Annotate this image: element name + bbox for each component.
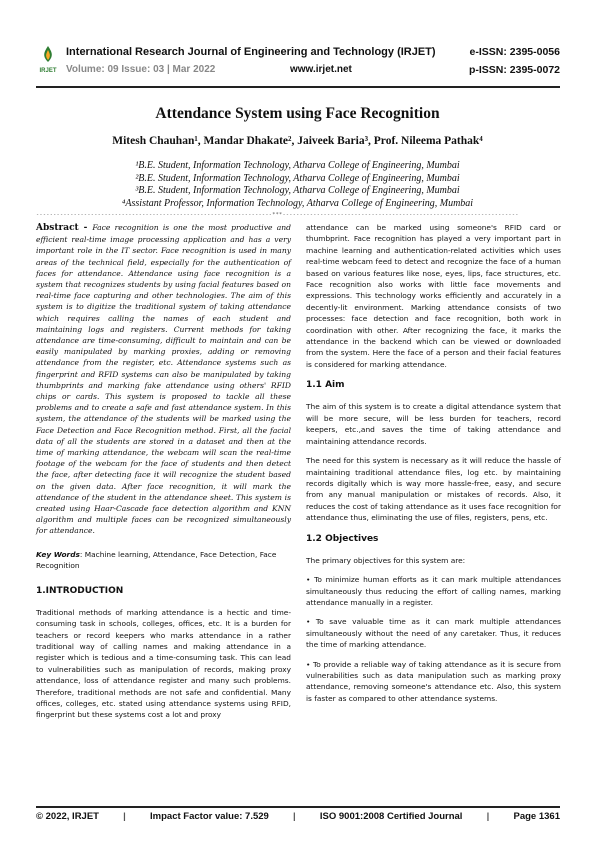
abstract xyxy=(36,222,291,537)
footer-rule xyxy=(36,806,560,808)
keywords xyxy=(36,549,291,572)
objective-bullet-2: • To save valuable time as it can mark multiple attendances simultaneously without the need of any caretaker. Thus, it reduces the time of marking attendance. xyxy=(306,617,561,650)
objectives-heading: 1.2 Objectives xyxy=(306,533,379,544)
objective-bullet-1: • To minimize human efforts as it can mark multiple attendances simultaneously thus reducing the effort of calling names, marking attendance manually in a register. xyxy=(306,575,561,607)
irjet-logo xyxy=(36,44,60,76)
footer-divider: | xyxy=(486,811,490,822)
affiliation-1: ¹B.E. Student, Information Technology, Atharva College of Engineering, Mumbai xyxy=(135,160,460,171)
footer-impact-factor: Impact Factor value: 7.529 xyxy=(150,811,269,822)
aim-paragraph-1: The aim of this system is to create a digital attendance system that will be more secure, will be less burden for teachers, record keepers, etc.,and saves the time of taking attendance and maintaining attendance records. xyxy=(306,402,561,446)
right-column xyxy=(306,222,561,712)
footer-divider: | xyxy=(123,811,126,822)
footer-copyright: © 2022, IRJET xyxy=(36,811,99,822)
journal-url[interactable]: www.irjet.net xyxy=(290,64,352,75)
affiliation-3: ³B.E. Student, Information Technology, Atharva College of Engineering, Mumbai xyxy=(135,185,460,196)
intro-heading: 1.INTRODUCTION xyxy=(36,585,124,596)
footer-divider: | xyxy=(293,811,296,822)
keywords-text: : Machine learning, Attendance, Face Detection, Face Recognition xyxy=(36,549,277,571)
objective-bullet-3: • To provide a reliable way of taking attendance as it is secure from vulnerabilities such as data manipulation such as marking proxy attendance, removing someone's attendance etc. Also, this system is faster as compared to other attendance systems. xyxy=(306,659,561,703)
journal-title: International Research Journal of Engineering and Technology (IRJET) xyxy=(66,46,436,58)
intro-paragraph: Traditional methods of marking attendance is a hectic and time-consuming task in schools, colleges, offices, etc. It is a burden for teachers or record keepers who marks attendance in a rather traditional way of calling names and making attendance in a register which is tedious and a time-consuming task. This can lead to vulnerabilities such as manipulation of records, making proxy attendance, loss of attendance register and many such problems. Therefore, traditional methods are not safe and confidential. Many offices, colleges, etc. stated using attendance systems using RFID, fingerprint but these systems cost a lot and proxy xyxy=(36,607,291,720)
e-issn: e-ISSN: 2395-0056 xyxy=(469,46,560,58)
header-rule xyxy=(36,86,560,88)
keywords-label: Key Words xyxy=(36,549,80,559)
page-footer xyxy=(36,811,560,822)
svg-text:IRJET: IRJET xyxy=(39,68,57,74)
volume-issue: Volume: 09 Issue: 03 | Mar 2022 xyxy=(66,64,216,75)
abstract-heading: Abstract - xyxy=(36,223,93,233)
abstract-text: Face recognition is one the most productive and efficient real-time image processing application and has a very important role in the IT sector. Face recognition is used in many areas of the technical field, especially for the authentication of faces for attendance. Attendance using face recognition is a system that recognizes students by using facial features based on real-time face capturing and other technologies. The aim of this system is to digitize the traditional system of taking attendance which requires calling the names of each student and maintaining logs and registers. Current methods for taking attendance are time-consuming, difficult to maintain and can be easily manipulated by marking proxies, adding or removing attendance from the register, etc. Attendance systems such as fingerprint and RFID systems can also be manipulated by taking thumbprints and marking fake attendance using others' RFID chips or cards. This system is proposed to tackle all these problems and to create a safe and fast attendance system. In this system, the attendance of the students will be marked using the Face Detection and Face Recognition method. First, all the facial data of all the students are stored in a dataset and then at the time of marking attendance, the webcam will scan the real-time footage of the webcam for the face of students and then detect the face, after detecting face it will recognize the student based on the given data. After face recognition, it will mark the attendance of the student in the attendance sheet. This system is created using Haar-Cascade face detection algorithm and KNN algorithm and multiple faces can be recognized simultaneously for attendance. xyxy=(36,223,292,536)
footer-page-number: Page 1361 xyxy=(513,811,560,822)
p-issn: p-ISSN: 2395-0072 xyxy=(468,64,560,76)
page-header xyxy=(36,44,560,84)
aim-heading: 1.1 Aim xyxy=(306,380,345,391)
intro-continued-paragraph: attendance can be marked using someone's RFID card or thumbprint. Face recognition has played a very important part in machine learning and authentication-related activities which uses real-time webcam feed to detect and recognize the face of a human based on various features like nose, eyes, lips, face structures, etc. Face recognition also works with little face movements and expressions. This technology works efficiently and accurately in a decently-lit environment. Marking attendance consists of two processes: face detection and face recognition, both work in coordination with other. After recognizing the face, it marks the attendance in the backend which can be viewed or downloaded from the system. Here the face of a person and their facial features is considered for marking attendance. xyxy=(306,223,561,369)
affiliation-2: ²B.E. Student, Information Technology, Atharva College of Engineering, Mumbai xyxy=(135,172,460,184)
author-list: Mitesh Chauhan¹, Mandar Dhakate², Jaiveek Baria³, Prof. Nileema Pathak⁴ xyxy=(112,135,483,147)
aim-paragraph-2: The need for this system is necessary as it will reduce the hassle of maintaining traditional attendance files, log etc. by maintaining records digitally which is way more hassle-free, easy, and secure from any manual manipulation or mistakes of records. Also, it reduces the cost of taking attendance as it uses face recognition for attendance thus, eliminating the use of files, registers, pens, etc. xyxy=(306,456,561,523)
objectives-intro: The primary objectives for this system are: xyxy=(306,555,466,565)
paper-title: Attendance System using Face Recognition xyxy=(155,105,440,122)
left-column xyxy=(36,222,291,729)
section-separator: ---------------------------------------------------------------------***--------------------------------------------------------------------- xyxy=(36,212,519,218)
footer-iso: ISO 9001:2008 Certified Journal xyxy=(319,811,463,822)
affiliation-4: ⁴Assistant Professor, Information Technology, Atharva College of Engineering, Mumbai xyxy=(121,197,474,209)
